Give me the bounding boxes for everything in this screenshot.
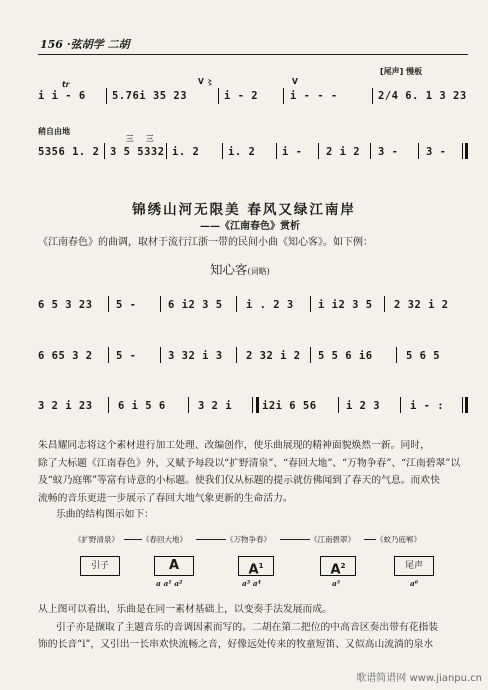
tag-ad-lib: 稍自由地 <box>38 127 70 136</box>
barline <box>462 397 463 413</box>
score-r1-m1: 6 5 3 23 <box>38 299 93 311</box>
box-a1 <box>238 556 274 576</box>
sub-variations-1: a a¹ a² <box>156 579 183 588</box>
barline <box>166 143 167 159</box>
score-r1-m2: 5 - <box>116 299 137 311</box>
notation-l1-s2: 5.76i 35 23 <box>112 90 188 102</box>
final-barline <box>465 143 468 159</box>
song-title-text: 知心客 <box>210 262 248 277</box>
page-header <box>40 36 129 52</box>
bow-mark-2: 〻 <box>206 78 214 87</box>
notation-l2-s8: 3 - <box>426 146 447 158</box>
barline <box>370 143 371 159</box>
song-title <box>210 260 270 278</box>
score-r2-m1: 6 65 3 2 <box>38 350 93 362</box>
section-label-3: 《万物争春》 <box>226 535 271 544</box>
sub-variations-3: a⁵ <box>332 579 341 588</box>
song-title-note: (词略) <box>247 267 270 276</box>
barline <box>283 88 284 104</box>
barline <box>160 347 161 363</box>
score-r3-m5: i 2 3 <box>346 400 381 412</box>
notation-l2-s4: i. 2 <box>228 146 256 158</box>
notation-l1-s3: i - 2 <box>224 90 259 102</box>
barline <box>276 143 277 159</box>
barline <box>252 397 253 413</box>
connector-line <box>124 539 142 540</box>
notation-l1-s1: i i - 6 <box>38 90 86 102</box>
barline <box>396 347 397 363</box>
structure-caption <box>56 506 486 524</box>
score-r3-m3: 3 2 i <box>198 400 233 412</box>
barline <box>108 347 109 363</box>
score-r3-m2: 6 i 5 6 <box>118 400 166 412</box>
barline <box>418 143 419 159</box>
page-number: 156 <box>40 38 63 51</box>
repeat-end-barline <box>465 397 468 413</box>
tag-ending: [尾声] 慢板 <box>380 67 423 76</box>
box-a1-letter: A <box>248 562 259 578</box>
score-r1-m4: i . 2 3 <box>246 299 294 311</box>
connector-line <box>196 539 226 540</box>
barline <box>218 88 219 104</box>
barline <box>310 296 311 312</box>
barline <box>188 397 189 413</box>
ornament-three: 三 <box>126 134 134 143</box>
barline <box>310 347 311 363</box>
score-r1-m6: 2 32 i 2 <box>394 299 449 311</box>
notation-l1-s5: 2/4 6. 1 3 23 <box>378 90 467 102</box>
score-r2-m6: 5 6 5 <box>406 350 441 362</box>
barline <box>222 143 223 159</box>
header-rule <box>38 54 468 55</box>
barline <box>104 143 105 159</box>
paragraph-line: 朱昌耀同志将这个素材进行加工处理、改编创作，使乐曲展现的精神面貌焕然一新。同时， <box>38 440 430 451</box>
section-subtitle: ——《江南春色》赏析 <box>200 221 300 232</box>
score-r2-m4: 2 32 i 2 <box>246 350 301 362</box>
sub-variations-4: a⁶ <box>410 579 419 588</box>
paragraph-line: 及“蚊乃庭郸”等富有诗意的小标题。使我们仅从标题的提示就仿佛闻到了春天的气息。而欢快 <box>38 475 440 486</box>
notation-l2-s6: 2 i 2 <box>326 146 361 158</box>
box-a: A <box>154 556 194 576</box>
intro-text: 《江南春色》的曲调，取材于流行江浙一带的民间小曲《知心客》。如下例： <box>38 237 373 248</box>
barline <box>236 347 237 363</box>
notation-l2-s7: 3 - <box>378 146 399 158</box>
barline <box>236 296 237 312</box>
caption-text: 乐曲的结构图示如下： <box>56 509 154 520</box>
score-r1-m3: 6 i2 3 5 <box>168 299 223 311</box>
barline <box>108 296 109 312</box>
section-label-5: 《蚊乃庭郸》 <box>376 535 421 544</box>
paragraph-line: 从上图可以看出，乐曲是在同一素材基础上，以变奏手法发展而成。 <box>38 604 332 615</box>
notation-l2-s2: 3 5 5332 <box>110 146 165 158</box>
score-r2-m2: 5 - <box>116 350 137 362</box>
score-r3-m6: i - : <box>410 400 445 412</box>
barline <box>372 88 373 104</box>
paragraph-1 <box>38 437 468 507</box>
box-a2 <box>320 556 356 576</box>
score-r3-m4: i2i 6 56 <box>262 400 317 412</box>
notation-l2-s5: i - <box>282 146 303 158</box>
connector-line <box>364 539 376 540</box>
paragraph-line: 引子亦是撷取了主题音乐的音调因素而写的。二胡在第二把位的中高音区奏出带有花指装 <box>56 621 439 633</box>
barline <box>400 397 401 413</box>
box-ending: 尾声 <box>394 556 434 576</box>
section-label-2: 《春回大地》 <box>142 535 187 544</box>
barline <box>108 397 109 413</box>
box-a2-sup: 2 <box>340 562 346 570</box>
barline <box>338 397 339 413</box>
box-intro: 引子 <box>80 556 120 576</box>
barline <box>160 296 161 312</box>
barline <box>318 143 319 159</box>
score-r2-m5: 5 5 6 i6 <box>318 350 373 362</box>
paragraph-line: 饰的长音“i”，又引出一长串欢快流畅之音，好像远处传来的牧童短笛、又似高山流淌的泉水 <box>38 639 434 650</box>
repeat-start-barline <box>256 397 259 413</box>
score-r2-m3: 3 32 i 3 <box>168 350 223 362</box>
book-title: ·弦胡学 二胡 <box>66 38 130 51</box>
bow-mark-3: V <box>292 77 298 86</box>
ornament-three: 三 <box>146 134 154 143</box>
box-a2-letter: A <box>330 562 341 578</box>
score-r3-m1: 3 2 i 23 <box>38 400 93 412</box>
sub-variations-2: a³ a⁴ <box>242 579 261 588</box>
score-r1-m5: i i2 3 5 <box>318 299 373 311</box>
section-title: 锦绣山河无限美 春风又绿江南岸 <box>132 202 356 218</box>
paragraph-line: 除了大标题《江南春色》外，又赋予每段以“扩野清泉”、“春回大地”、“万物争春”、“江南碧翠”以 <box>38 457 461 469</box>
paragraph-line: 流畅的音乐更进一步展示了春回大地气象更新的生命活力。 <box>38 492 293 504</box>
notation-l2-s3: i. 2 <box>172 146 200 158</box>
trill-mark: tr <box>62 80 70 89</box>
section-label-4: 《江南碧翠》 <box>310 535 355 544</box>
box-a1-sup: 1 <box>258 562 264 570</box>
bow-mark-1: V <box>198 77 204 86</box>
section-label-1: 《扩野清泉》 <box>74 535 119 544</box>
paragraph-2 <box>38 601 468 654</box>
connector-line <box>280 539 310 540</box>
barline <box>384 296 385 312</box>
watermark: 歌谱简谱网 www.jianpu.cn <box>356 673 482 684</box>
barline <box>106 88 107 104</box>
notation-l2-s1: 5356 1. 2 <box>38 146 100 158</box>
notation-l1-s4: i - - - <box>290 90 338 102</box>
barline <box>462 143 463 159</box>
